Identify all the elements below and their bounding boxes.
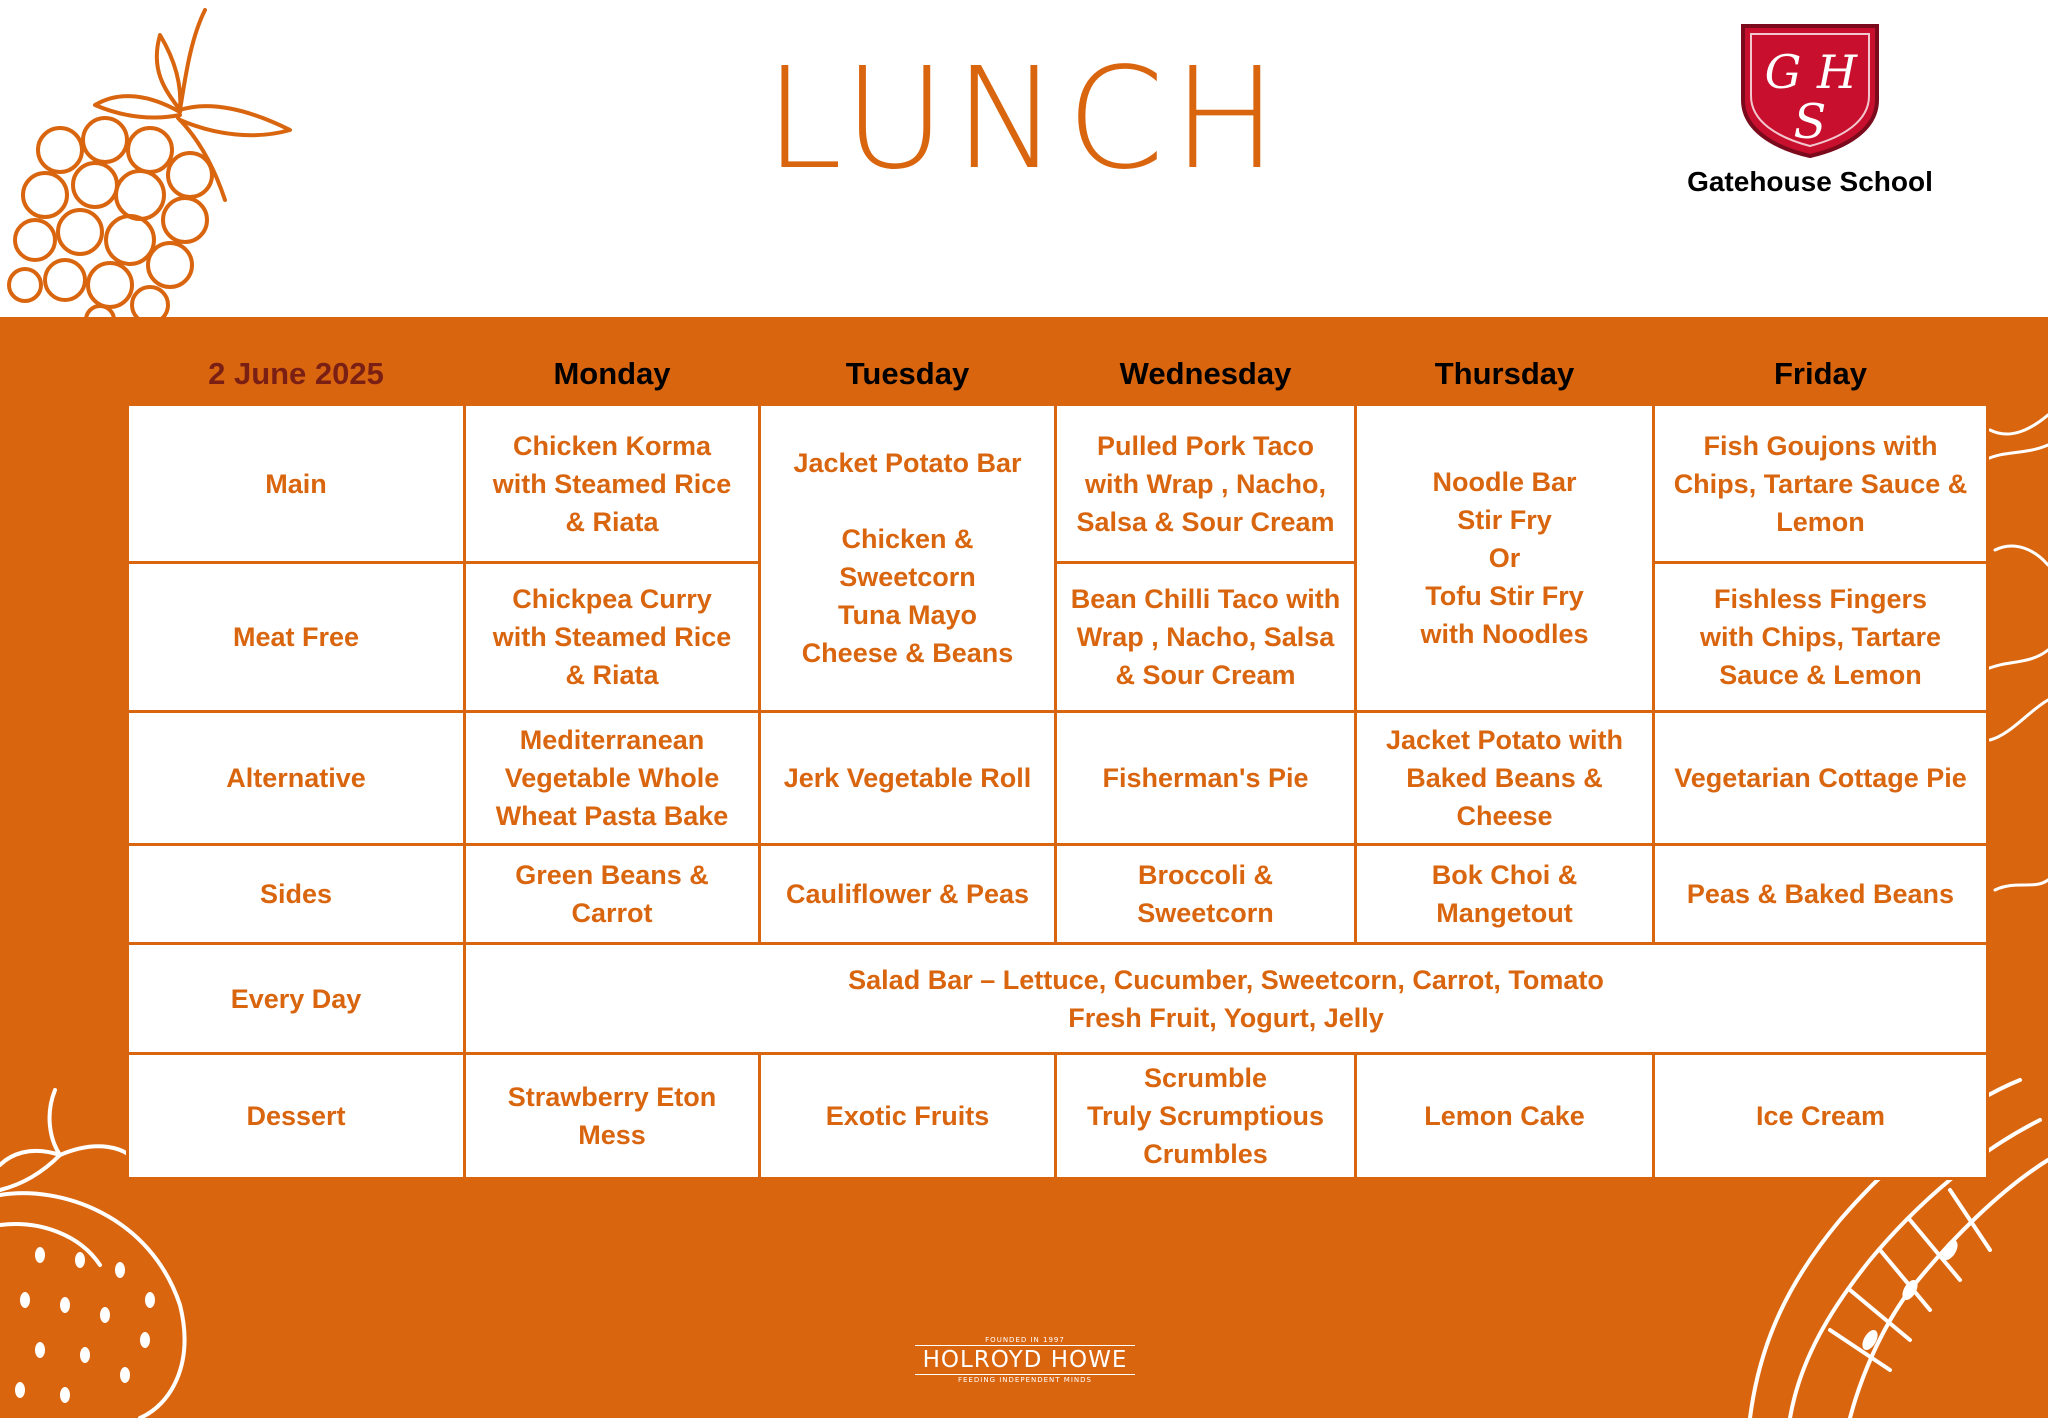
day-header-monday: Monday [553, 356, 671, 391]
table-header-row [128, 345, 1988, 405]
row-label-main: Main [128, 405, 465, 563]
school-name: Gatehouse School [1687, 166, 1933, 197]
footer-brand: HOLROYD HOWE [915, 1345, 1135, 1375]
menu-cell-sides-thursday: Bok Choi & Mangetout [1356, 845, 1654, 944]
menu-cell-sides-monday: Green Beans & Carrot [465, 845, 760, 944]
svg-text:S: S [1793, 94, 1827, 150]
menu-cell-sides-friday: Peas & Baked Beans [1654, 845, 1988, 944]
row-label-meat-free: Meat Free [128, 563, 465, 712]
footer-tagline: FEEDING INDEPENDENT MINDS [958, 1376, 1092, 1384]
menu-cell-meat-free-friday: Fishless Fingers with Chips, Tartare Sauce & Lemon [1654, 563, 1988, 712]
menu-cell-dessert-wednesday: Scrumble Truly Scrumptious Crumbles [1056, 1054, 1356, 1179]
menu-cell-tuesday-potato-bar: Jacket Potato Bar Chicken & Sweetcorn Tuna Mayo Cheese & Beans [760, 405, 1056, 712]
menu-cell-alternative-wednesday: Fisherman's Pie [1056, 712, 1356, 845]
menu-cell-sides-wednesday: Broccoli & Sweetcorn [1056, 845, 1356, 944]
row-label-every-day: Every Day [128, 944, 465, 1054]
day-header-wednesday: Wednesday [1119, 356, 1292, 391]
menu-cell-sides-tuesday: Cauliflower & Peas [760, 845, 1056, 944]
menu-cell-dessert-monday: Strawberry Eton Mess [465, 1054, 760, 1179]
side-illustration [1985, 410, 2048, 910]
menu-cell-alternative-friday: Vegetarian Cottage Pie [1654, 712, 1988, 845]
table-row-sides [128, 845, 1988, 944]
holroyd-howe-logo [915, 1335, 1135, 1385]
table-row-main [128, 405, 1988, 563]
menu-cell-main-friday: Fish Goujons with Chips, Tartare Sauce & Lemon [1654, 405, 1988, 563]
row-label-sides: Sides [128, 845, 465, 944]
week-date: 2 June 2025 [208, 356, 384, 391]
menu-cell-dessert-friday: Ice Cream [1654, 1054, 1988, 1179]
menu-cell-meat-free-monday: Chickpea Curry with Steamed Rice & Riata [465, 563, 760, 712]
day-header-thursday: Thursday [1434, 356, 1575, 391]
school-crest-icon [1735, 20, 1885, 160]
menu-cell-main-wednesday: Pulled Pork Taco with Wrap , Nacho, Salsa & Sour Cream [1056, 405, 1356, 563]
footer-founded: FOUNDED IN 1997 [985, 1336, 1065, 1344]
menu-cell-alternative-monday: Mediterranean Vegetable Whole Wheat Pasta Bake [465, 712, 760, 845]
page-title: LUNCH [764, 38, 1286, 201]
table-row-alternative [128, 712, 1988, 845]
table-row-meat-free [128, 563, 1988, 712]
menu-cell-thursday-noodle-bar: Noodle Bar Stir Fry Or Tofu Stir Fry with Noodles [1356, 405, 1654, 712]
menu-cell-dessert-thursday: Lemon Cake [1356, 1054, 1654, 1179]
svg-text:H: H [1816, 45, 1858, 99]
menu-cell-meat-free-wednesday: Bean Chilli Taco with Wrap , Nacho, Salsa & Sour Cream [1056, 563, 1356, 712]
menu-cell-every-day: Salad Bar – Lettuce, Cucumber, Sweetcorn, Carrot, Tomato Fresh Fruit, Yogurt, Jelly [465, 944, 1988, 1054]
table-row-dessert [128, 1054, 1988, 1179]
row-label-dessert: Dessert [128, 1054, 465, 1179]
menu-cell-alternative-thursday: Jacket Potato with Baked Beans & Cheese [1356, 712, 1654, 845]
lunch-menu-table [126, 345, 1989, 1180]
menu-cell-dessert-tuesday: Exotic Fruits [760, 1054, 1056, 1179]
day-header-friday: Friday [1773, 356, 1868, 391]
row-label-alternative: Alternative [128, 712, 465, 845]
raspberry-illustration [0, 0, 300, 340]
day-header-tuesday: Tuesday [845, 356, 970, 391]
menu-cell-alternative-tuesday: Jerk Vegetable Roll [760, 712, 1056, 845]
svg-text:G: G [1764, 45, 1802, 99]
menu-cell-main-monday: Chicken Korma with Steamed Rice & Riata [465, 405, 760, 563]
table-row-every-day [128, 944, 1988, 1054]
school-logo [1680, 20, 1940, 198]
